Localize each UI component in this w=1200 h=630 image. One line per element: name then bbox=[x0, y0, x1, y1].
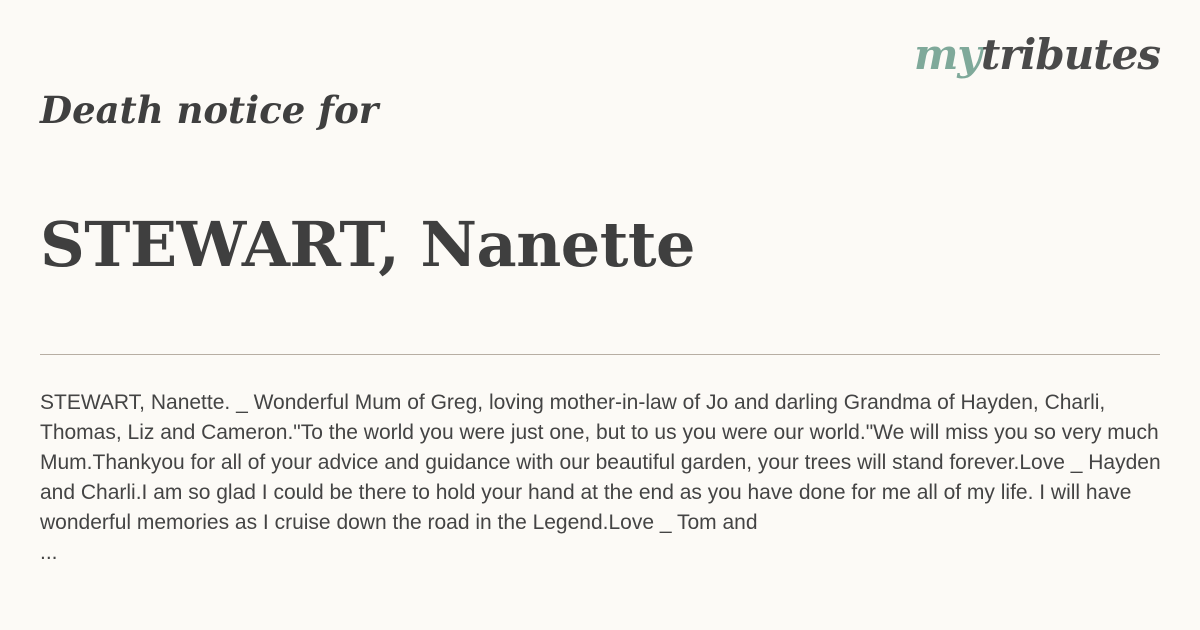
logo-my: my bbox=[913, 30, 981, 79]
deceased-name: STEWART, Nanette bbox=[40, 208, 695, 281]
divider bbox=[40, 354, 1160, 355]
logo-tributes: tributes bbox=[980, 30, 1160, 79]
mytributes-logo bbox=[913, 30, 1160, 79]
notice-text: STEWART, Nanette. _ Wonderful Mum of Greg, loving mother-in-law of Jo and darling Grandma of Hayden, Charli, Thomas, Liz and Cameron."To the world you were just one, but to us you were our world."We will miss you so very much Mum.Thankyou for all of your advice and guidance with our beautiful garden, your trees will stand forever.Love _ Hayden and Charli.I am so glad I could be there to hold your hand at the end as you have done for me all of my life. I will have wonderful memories as I cruise down the road in the Legend.Love _ Tom and ... bbox=[40, 391, 1161, 564]
notice-type-label: Death notice for bbox=[40, 88, 379, 132]
